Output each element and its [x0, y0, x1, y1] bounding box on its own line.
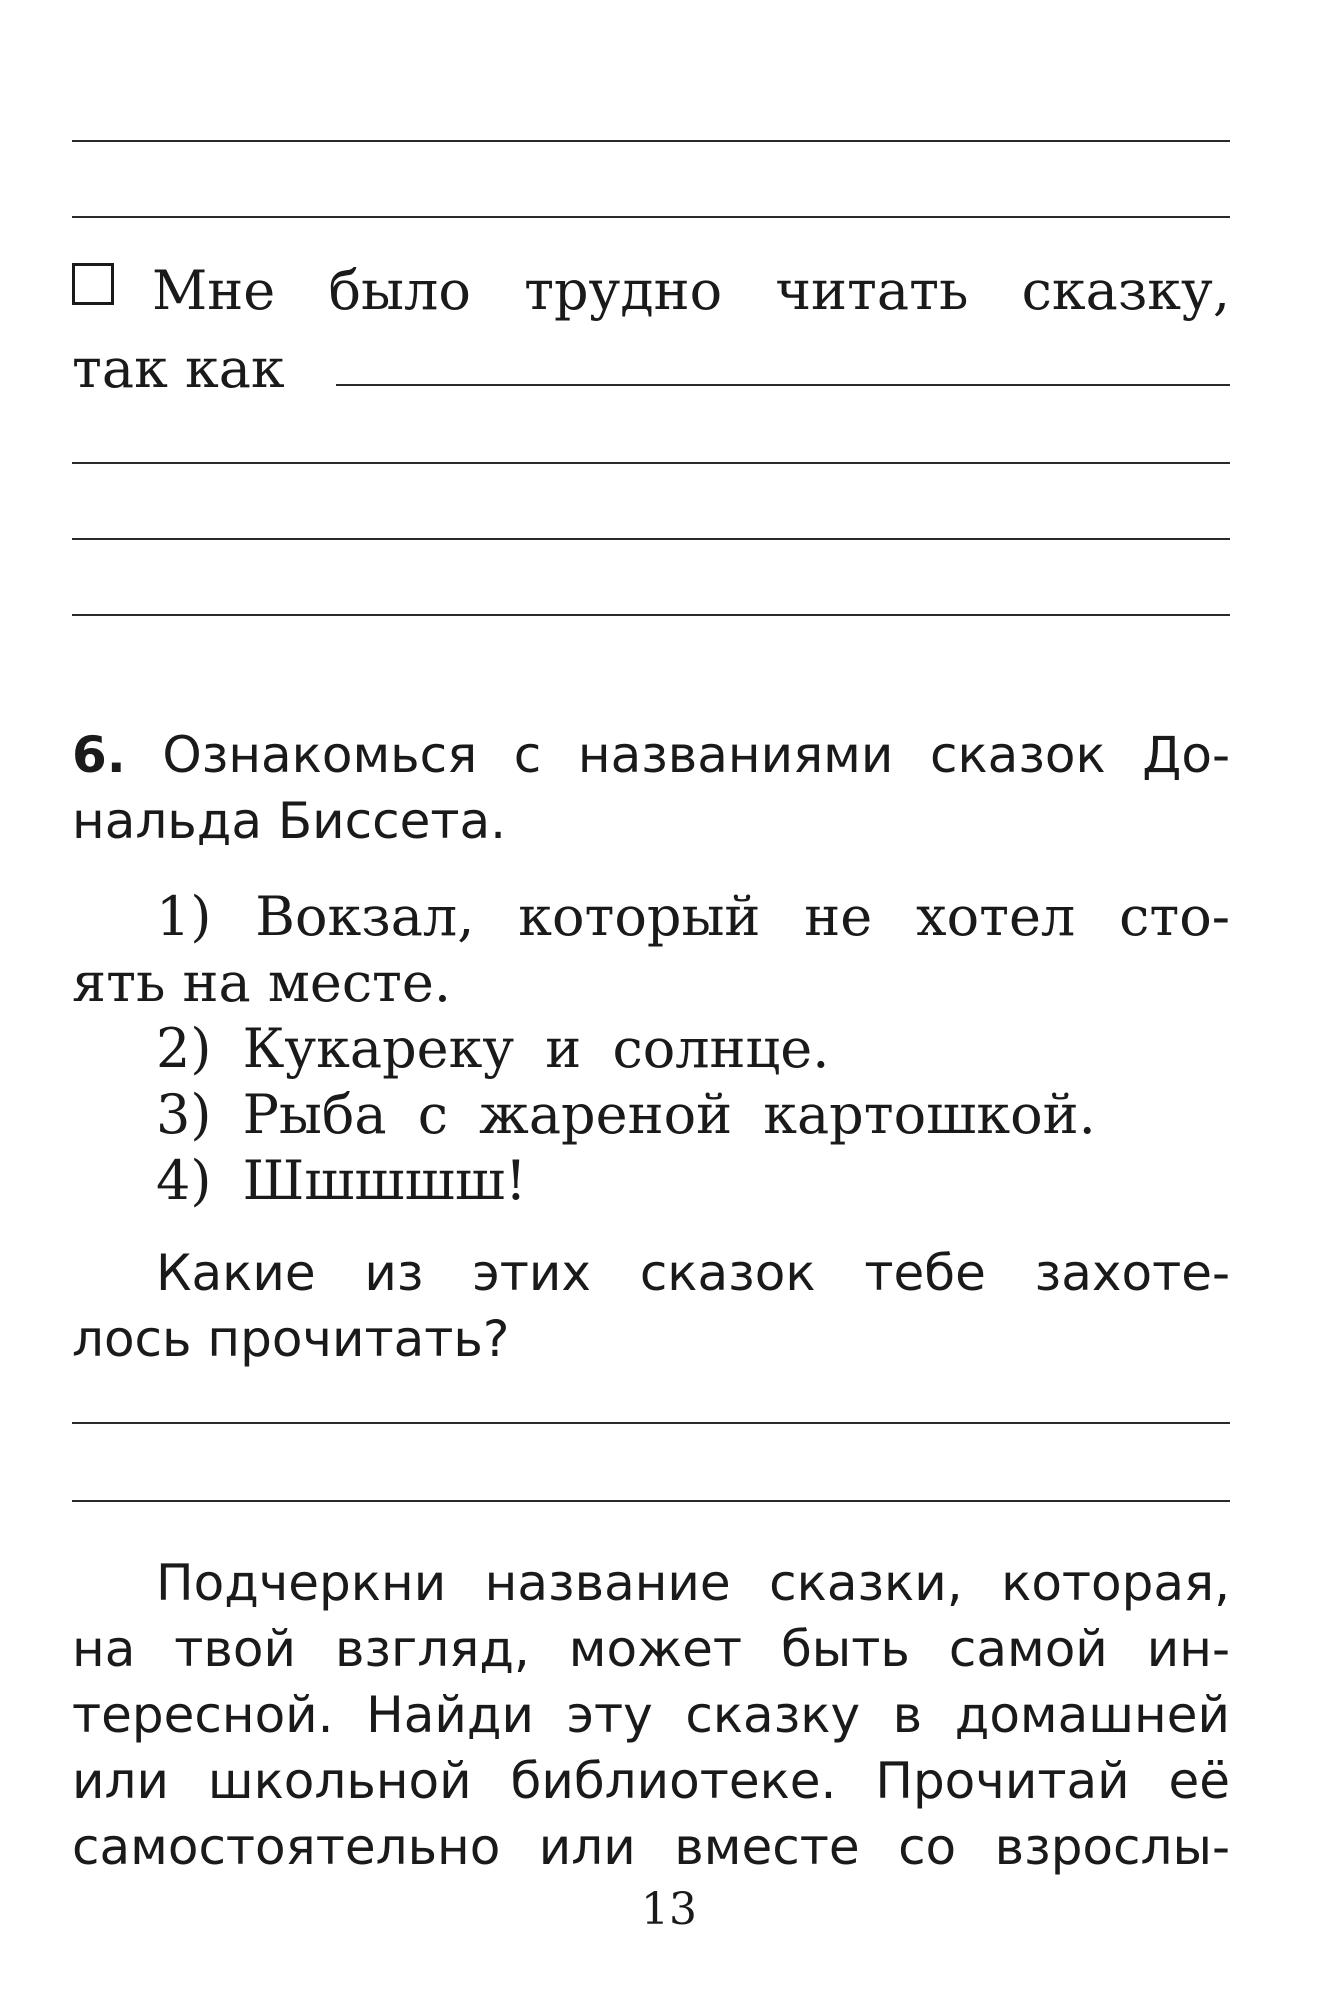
- instruction-line-4: или школьной библиотеке. Прочитай её: [72, 1752, 1230, 1810]
- tale-item-2: 2) Кукареку и солнце.: [156, 1017, 830, 1080]
- difficulty-statement: Мне было трудно читать сказку,: [152, 259, 1230, 322]
- instruction-line-1: Подчеркни название сказки, которая,: [156, 1554, 1230, 1612]
- answer-line-reason-2[interactable]: [72, 462, 1230, 464]
- difficulty-statement-continued: так как: [72, 337, 285, 400]
- answer-line-top-2[interactable]: [72, 216, 1230, 218]
- question-text-continued: лось прочитать?: [72, 1310, 510, 1368]
- task-6-heading: [72, 722, 1230, 788]
- answer-line-question-2[interactable]: [72, 1500, 1230, 1502]
- answer-line-reason-4[interactable]: [72, 614, 1230, 616]
- task-6-heading-continued: нальда Биссета.: [72, 792, 507, 850]
- answer-line-reason-inline[interactable]: [336, 384, 1230, 386]
- answer-line-reason-3[interactable]: [72, 538, 1230, 540]
- answer-line-top-1[interactable]: [72, 140, 1230, 142]
- task-6-heading-text: Ознакомься с названиями сказок До-: [162, 726, 1230, 784]
- tale-item-1: 1) Вокзал, который не хотел сто-: [156, 885, 1230, 948]
- instruction-line-5: самостоятельно или вместе со взрослы-: [72, 1818, 1230, 1876]
- tale-item-3: 3) Рыба с жареной картошкой.: [156, 1083, 1096, 1146]
- answer-line-question-1[interactable]: [72, 1422, 1230, 1424]
- page-number: 13: [641, 1884, 697, 1935]
- difficulty-checkbox[interactable]: [72, 263, 114, 305]
- tale-item-1-continued: ять на месте.: [72, 951, 452, 1014]
- question-text: Какие из этих сказок тебе захоте-: [156, 1244, 1230, 1302]
- tale-item-4: 4) Шшшшш!: [156, 1149, 527, 1212]
- instruction-line-2: на твой взгляд, может быть самой ин-: [72, 1620, 1230, 1678]
- task-6-number: 6.: [72, 726, 126, 784]
- instruction-line-3: тересной. Найди эту сказку в домашней: [72, 1686, 1230, 1744]
